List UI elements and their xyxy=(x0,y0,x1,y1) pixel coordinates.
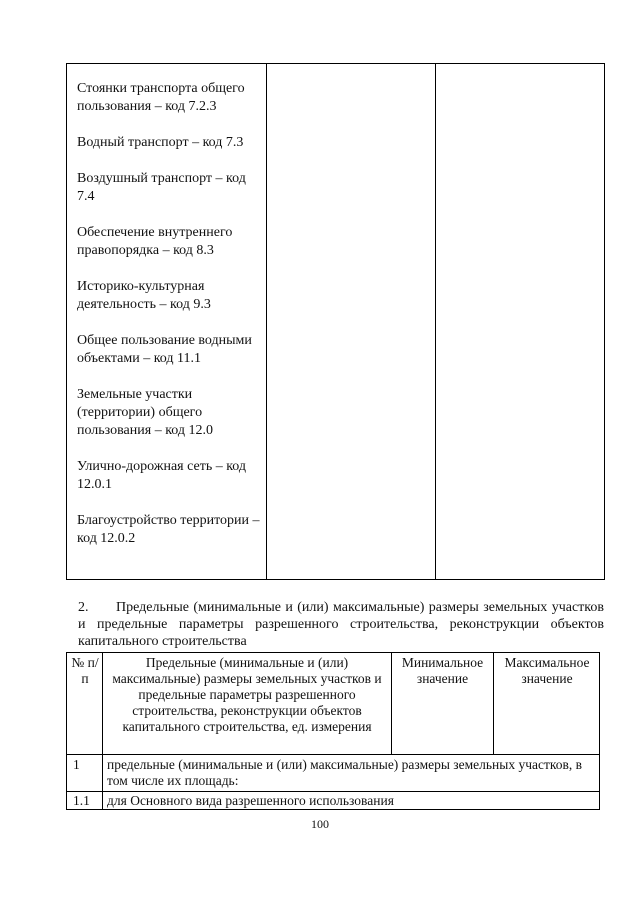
column-divider xyxy=(435,64,436,579)
row-num: 1.1 xyxy=(73,793,90,808)
header-min: Минимальное значение xyxy=(401,655,484,686)
header-name: Предельные (минимальные и (или) максимальные) размеры земельных участков и предельные параметры разрешенного строительства, реконструкции объектов капитального строительства, ед. измерения xyxy=(112,655,382,734)
land-use-item: Общее пользование водными объектами – код 11.1 xyxy=(77,333,252,366)
land-use-item: Улично-дорожная сеть – код 12.0.1 xyxy=(77,459,247,492)
land-use-table xyxy=(66,63,605,580)
land-use-item: Стоянки транспорта общего пользования – код 7.2.3 xyxy=(77,81,245,114)
column-divider xyxy=(102,653,103,809)
column-divider xyxy=(391,653,392,754)
row-text: предельные (минимальные и (или) максимальные) размеры земельных участков, в том числе их площадь: xyxy=(107,757,583,788)
header-num: № п/п xyxy=(71,655,99,686)
header-max: Максимальное значение xyxy=(504,655,590,686)
row-text: для Основного вида разрешенного использования xyxy=(107,793,394,808)
section-heading xyxy=(78,599,604,650)
land-use-item: Историко-культурная деятельность – код 9.3 xyxy=(77,279,211,312)
row-num: 1 xyxy=(73,757,80,772)
section-text: Предельные (минимальные и (или) максимальные) размеры земельных участков и предельные параметры разрешенного строительства, реконструкции объектов капитального строительства xyxy=(78,600,604,649)
land-use-item: Водный транспорт – код 7.3 xyxy=(77,135,244,150)
page-number: 100 xyxy=(311,817,329,831)
land-use-list xyxy=(77,80,262,548)
section-number: 2. xyxy=(78,600,89,615)
land-use-item: Благоустройство территории – код 12.0.2 xyxy=(77,513,260,546)
column-divider xyxy=(493,653,494,754)
land-use-item: Воздушный транспорт – код 7.4 xyxy=(77,171,246,204)
parameters-table xyxy=(66,652,600,810)
land-use-item: Земельные участки (территории) общего пользования – код 12.0 xyxy=(77,387,214,438)
row-divider xyxy=(67,754,599,755)
row-divider xyxy=(67,791,599,792)
land-use-item: Обеспечение внутреннего правопорядка – код 8.3 xyxy=(77,225,233,258)
column-divider xyxy=(266,64,267,579)
